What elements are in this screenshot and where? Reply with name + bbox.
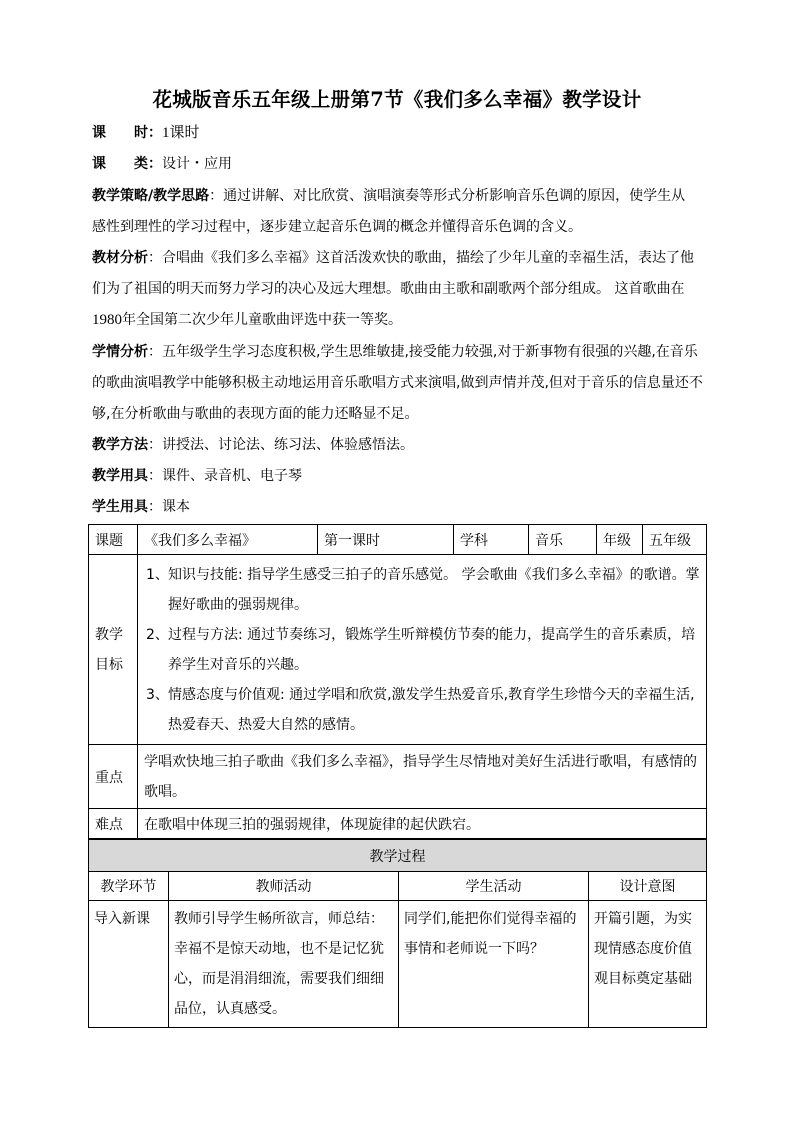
type-label: 课 类： xyxy=(92,156,162,172)
topic-value: 《我们多么幸福》 xyxy=(138,525,318,555)
key-line-2: 歌唱。 xyxy=(144,783,186,800)
column-student: 学生活动 xyxy=(399,872,589,901)
material-line-1 xyxy=(92,243,714,274)
student-tools-line xyxy=(92,492,714,523)
material-year: 1980 xyxy=(92,312,122,328)
method-text: ：讲授法、讨论法、练习法、体验感悟法。 xyxy=(148,437,414,453)
key-content xyxy=(138,745,707,809)
key-label: 重点 xyxy=(89,745,138,809)
process-header-row xyxy=(89,840,707,872)
tools-label: 教学用具 xyxy=(92,468,148,484)
material-text: ：合唱曲《我们多么幸福》这首活泼欢快的歌曲，描绘了少年儿童的幸福生活，表达了他 xyxy=(148,250,694,266)
subject-value: 音乐 xyxy=(529,525,597,555)
topic-row xyxy=(89,525,707,555)
process-column-row xyxy=(89,872,707,901)
period-value: 1课时 xyxy=(162,125,200,141)
process-table xyxy=(88,839,707,1028)
process-header: 教学过程 xyxy=(89,840,707,872)
process-row xyxy=(89,901,707,1028)
strategy-line-1 xyxy=(92,181,714,212)
difficulty-row xyxy=(89,809,707,839)
column-teacher: 教师活动 xyxy=(169,872,399,901)
teacher-line: 心，而是涓涓细流，需要我们细细 xyxy=(174,971,384,987)
method-line xyxy=(92,430,714,461)
goal-item xyxy=(146,620,704,680)
student-line: 同学们,能把你们觉得幸福的 xyxy=(404,911,577,927)
teacher-line: 品位，认真感受。 xyxy=(174,1001,286,1017)
type-line xyxy=(92,149,714,180)
column-intent: 设计意图 xyxy=(589,872,707,901)
lesson-info-table xyxy=(88,524,707,839)
strategy-line-2: 感性到理性的学习过程中，逐步建立起音乐色调的概念并懂得音乐色调的含义。 xyxy=(92,219,582,235)
student-analysis-line-1 xyxy=(92,337,714,368)
goals-row xyxy=(89,555,707,745)
column-stage: 教学环节 xyxy=(89,872,169,901)
student-analysis-line-3: 够,在分析歌曲与歌曲的表现方面的能力还略显不足。 xyxy=(92,406,419,422)
difficulty-label: 难点 xyxy=(89,809,138,839)
subject-label: 学科 xyxy=(454,525,529,555)
material-text-3: 年全国第二次少年儿童歌曲评选中获一等奖。 xyxy=(122,312,402,328)
tools-text: ：课件、录音机、电子琴 xyxy=(148,468,302,484)
period-line xyxy=(92,118,714,149)
material-label: 教材分析 xyxy=(92,250,148,266)
goal-text: 知识与技能: 指导学生感受三拍子的音乐感觉。 学会歌曲《我们多么幸福》的歌谱。掌 xyxy=(168,566,700,583)
intent-line: 开篇引题，为实 xyxy=(594,911,692,927)
tools-line xyxy=(92,461,714,492)
stage-cell: 导入新课 xyxy=(89,901,169,1028)
goal-number: 2、 xyxy=(146,626,169,643)
material-line-3 xyxy=(92,305,714,336)
intent-line: 观目标奠定基础 xyxy=(594,971,692,987)
strategy-text: ：通过讲解、对比欣赏、演唱演奏等形式分析影响音乐色调的原因，使学生从 xyxy=(209,188,686,204)
teacher-line: 教师引导学生畅所欲言，师总结： xyxy=(174,911,384,927)
material-line-2: 们为了祖国的明天而努力学习的决心及远大理想。歌曲由主歌和副歌两个部分组成。 这首歌曲在 xyxy=(92,281,685,297)
page-title: 花城版音乐五年级上册第7节《我们多么幸福》教学设计 xyxy=(152,88,642,111)
difficulty-content: 在歌唱中体现三拍的强弱规律，体现旋律的起伏跌宕。 xyxy=(138,809,707,839)
teacher-line: 幸福不是惊天动地，也不是记忆犹 xyxy=(174,941,384,957)
student-cell xyxy=(399,901,589,1028)
goal-text: 情感态度与价值观: 通过学唱和欣赏,激发学生热爱音乐,教育学生珍惜今天的幸福生活, xyxy=(168,686,695,703)
lesson-value: 第一课时 xyxy=(318,525,454,555)
grade-value: 五年级 xyxy=(643,525,707,555)
student-tools-text: ：课本 xyxy=(148,499,190,515)
key-row xyxy=(89,745,707,809)
grade-label: 年级 xyxy=(597,525,643,555)
goal-text: 过程与方法: 通过节奏练习，锻炼学生听辩模仿节奏的能力，提高学生的音乐素质，培 xyxy=(168,626,696,643)
intent-line: 现情感态度价值 xyxy=(594,941,692,957)
teacher-cell xyxy=(169,901,399,1028)
goal-text-cont: 热爱春天、热爱大自然的感情。 xyxy=(168,716,364,733)
strategy-label: 教学策略/教学思路 xyxy=(92,188,210,204)
goals-label xyxy=(89,555,138,745)
goal-number: 3、 xyxy=(146,686,169,703)
student-tools-label: 学生用具 xyxy=(92,499,148,515)
goal-number: 1、 xyxy=(146,566,169,583)
student-analysis-text: ：五年级学生学习态度积极,学生思维敏捷,接受能力较强,对于新事物有很强的兴趣,在音乐 xyxy=(148,344,698,360)
student-analysis-line-2: 的歌曲演唱教学中能够积极主动地运用音乐歌唱方式来演唱,做到声情并茂,但对于音乐的信息量还不 xyxy=(92,375,703,391)
type-value: 设计・应用 xyxy=(162,156,232,172)
goal-item xyxy=(146,680,704,740)
student-analysis-label: 学情分析 xyxy=(92,344,148,360)
intent-cell xyxy=(589,901,707,1028)
goal-text-cont: 养学生对音乐的兴趣。 xyxy=(168,656,308,673)
period-label: 课 时： xyxy=(92,125,162,141)
goal-item xyxy=(146,560,704,620)
key-line-1: 学唱欢快地三拍子歌曲《我们多么幸福》，指导学生尽情地对美好生活进行歌唱，有感情的 xyxy=(144,753,697,770)
student-line: 事情和老师说一下吗？ xyxy=(404,941,544,957)
method-label: 教学方法 xyxy=(92,437,148,453)
goals-label-line-1: 教学 xyxy=(95,626,123,643)
goals-label-line-2: 目标 xyxy=(95,656,123,673)
topic-label: 课题 xyxy=(89,525,138,555)
goals-content xyxy=(138,555,707,745)
goal-text-cont: 握好歌曲的强弱规律。 xyxy=(168,596,308,613)
